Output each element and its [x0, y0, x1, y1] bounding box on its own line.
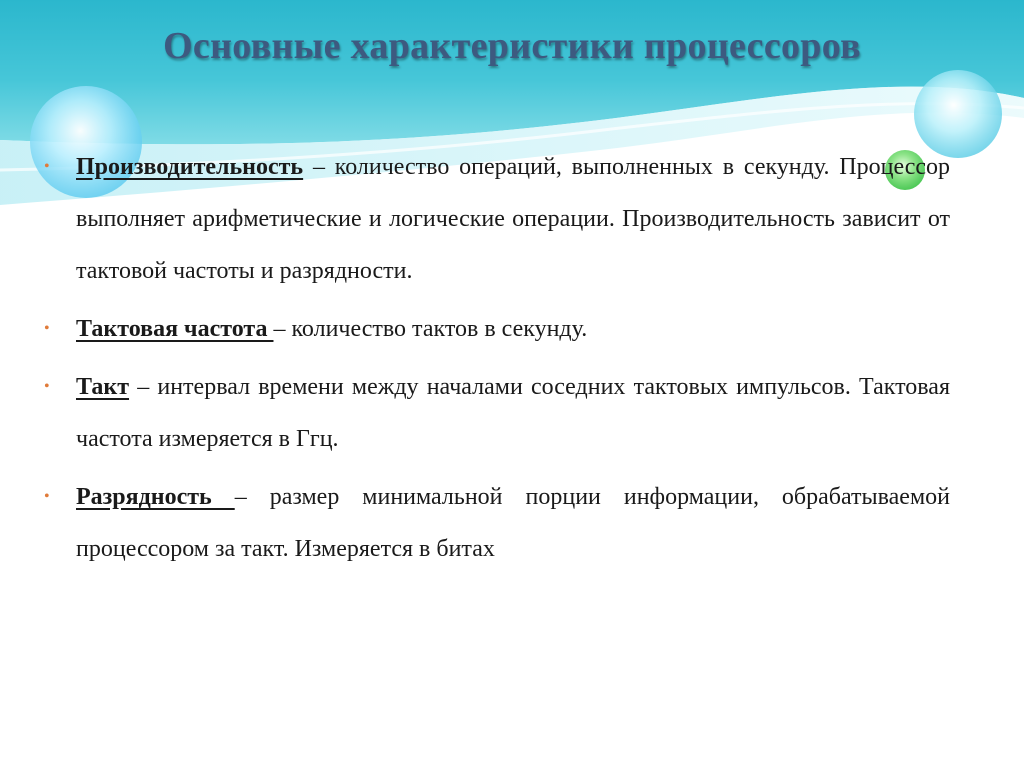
bullet-icon: • [44, 488, 50, 505]
term-clock-cycle: Такт [76, 374, 130, 400]
term-performance: Производительность [76, 154, 304, 180]
definition-clock-cycle: – интервал времени между началами соседних тактовых импульсов. Тактовая частота измеряется в Ггц. [76, 374, 950, 452]
term-bit-width: Разрядность [76, 484, 235, 510]
bullet-list [44, 141, 950, 581]
header-teal-wave [0, 0, 1024, 144]
bullet-icon: • [44, 158, 50, 175]
definition-performance: – количество операций, выполненных в секунду. Процессор выполняет арифметические и логические операции. Производительность зависит от тактовой частоты и разрядности. [76, 154, 950, 284]
bullet-icon: • [44, 320, 50, 337]
slide-title: Основные характеристики процессоров [163, 25, 861, 67]
list-item-performance [44, 141, 950, 297]
list-item-clock-frequency [44, 303, 950, 355]
definition-clock-frequency: – количество тактов в секунду. [273, 316, 588, 342]
bullet-icon: • [44, 378, 50, 395]
term-clock-frequency: Тактовая частота [76, 316, 274, 342]
list-item-bit-width [44, 471, 950, 575]
list-item-clock-cycle [44, 361, 950, 465]
definition-bit-width: – размер минимальной порции информации, обрабатываемой процессором за такт. Измеряется в битах [76, 484, 950, 562]
